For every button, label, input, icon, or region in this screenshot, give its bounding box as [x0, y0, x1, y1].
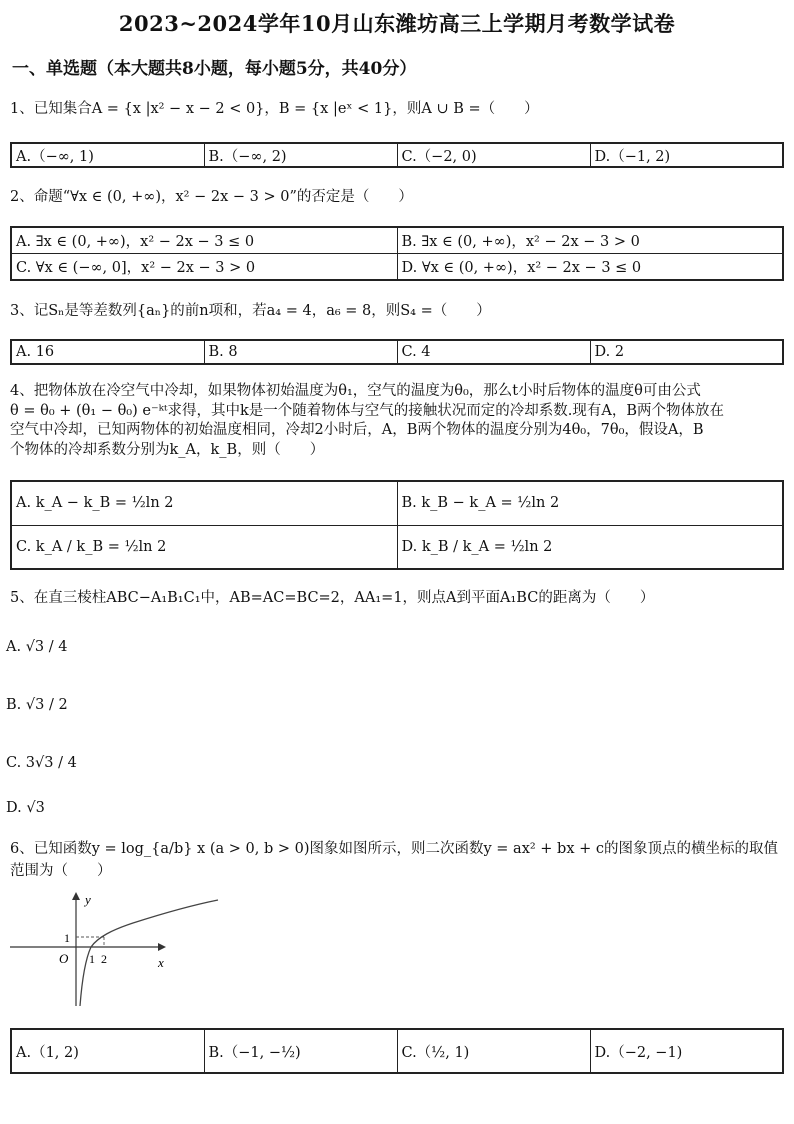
question-6-stem [10, 838, 784, 882]
question-4-line: θ = θ₀ + (θ₁ − θ₀) e⁻ᵏᵗ求得，其中k是一个随着物体与空气的接触状况而定的冷却系数.现有A，B两个物体放在 [10, 402, 725, 419]
option-c[interactable]: C.（−2, 0) [397, 143, 590, 167]
question-2-stem: 2、命题“∀x ∈ (0, +∞)，x² − 2x − 3 > 0”的否定是（ ） [10, 189, 413, 205]
question-4-line: 个物体的冷却系数分别为k_A，k_B，则（ ） [10, 441, 325, 458]
option-d[interactable]: D. k_B / k_A = ½ln 2 [397, 525, 783, 569]
option-b[interactable]: B.（−∞, 2) [204, 143, 397, 167]
option-b[interactable]: B. k_B − k_A = ½ln 2 [397, 481, 783, 525]
option-d[interactable]: D. ∀x ∈ (0, +∞)，x² − 2x − 3 ≤ 0 [397, 254, 783, 281]
option-c[interactable]: C. 3√3 / 4 [6, 755, 77, 771]
question-1-options [10, 142, 784, 168]
tick-label-x-2: 2 [101, 952, 107, 966]
tick-label-x-1: 1 [89, 952, 95, 966]
option-a[interactable]: A. 16 [11, 340, 204, 364]
option-d[interactable]: D. √3 [6, 800, 45, 816]
question-4-options [10, 480, 784, 570]
option-a[interactable]: A.（−∞, 1) [11, 143, 204, 167]
log-function-graph [8, 888, 223, 1010]
question-4-line: 空气中冷却，已知两物体的初始温度相同，冷却2小时后，A，B两个物体的温度分别为4θ₀，7θ₀，假设A，B [10, 422, 704, 438]
question-5-stem: 5、在直三棱柱ABC−A₁B₁C₁中，AB=AC=BC=2，AA₁=1，则点A到平面A₁BC的距离为（ ） [10, 590, 655, 606]
option-b[interactable]: B. 8 [204, 340, 397, 364]
option-c[interactable]: C. k_A / k_B = ½ln 2 [11, 525, 397, 569]
option-b[interactable]: B.（−1, −½) [204, 1029, 397, 1073]
option-c[interactable]: C. ∀x ∈ (−∞, 0]，x² − 2x − 3 > 0 [11, 254, 397, 281]
option-a[interactable]: A.（1, 2) [11, 1029, 204, 1073]
option-a[interactable]: A. ∃x ∈ (0, +∞)，x² − 2x − 3 ≤ 0 [11, 227, 397, 254]
origin-label: O [59, 951, 69, 966]
section-heading: 一、单选题（本大题共8小题，每小题5分，共40分） [12, 59, 417, 79]
option-d[interactable]: D.（−2, −1) [590, 1029, 783, 1073]
question-6-line: 范围为（ ） [10, 863, 112, 879]
x-axis-arrow [158, 943, 166, 951]
question-1-stem: 1、已知集合A = {x |x² − x − 2 < 0}，B = {x |eˣ < 1}，则A ∪ B =（ ） [10, 101, 539, 117]
question-3-stem: 3、记Sₙ是等差数列{aₙ}的前n项和，若a₄ = 4，a₆ = 8，则S₄ =（ ） [10, 303, 491, 319]
question-4-stem [10, 382, 784, 460]
tick-label-y-1: 1 [64, 931, 70, 945]
question-6-line: 6、已知函数y = log_{a/b} x (a > 0, b > 0)图象如图所示，则二次函数y = ax² + bx + c的图象顶点的横坐标的取值 [10, 841, 778, 857]
option-d[interactable]: D. 2 [590, 340, 783, 364]
option-b[interactable]: B. ∃x ∈ (0, +∞)，x² − 2x − 3 > 0 [397, 227, 783, 254]
y-label: y [85, 892, 91, 907]
option-a[interactable]: A. k_A − k_B = ½ln 2 [11, 481, 397, 525]
option-c[interactable]: C.（½, 1) [397, 1029, 590, 1073]
option-b[interactable]: B. √3 / 2 [6, 697, 68, 713]
option-a[interactable]: A. √3 / 4 [6, 639, 68, 655]
question-4-line: 4、把物体放在冷空气中冷却，如果物体初始温度为θ₁，空气的温度为θ₀，那么t小时后物体的温度θ可由公式 [10, 383, 701, 399]
option-c[interactable]: C. 4 [397, 340, 590, 364]
option-d[interactable]: D.（−1, 2) [590, 143, 783, 167]
question-3-options [10, 339, 784, 365]
y-axis-arrow [72, 892, 80, 900]
x-label: x [158, 955, 164, 970]
page-title: 2023~2024学年10月山东潍坊高三上学期月考数学试卷 [118, 11, 676, 36]
question-2-options [10, 226, 784, 281]
question-6-options [10, 1028, 784, 1074]
